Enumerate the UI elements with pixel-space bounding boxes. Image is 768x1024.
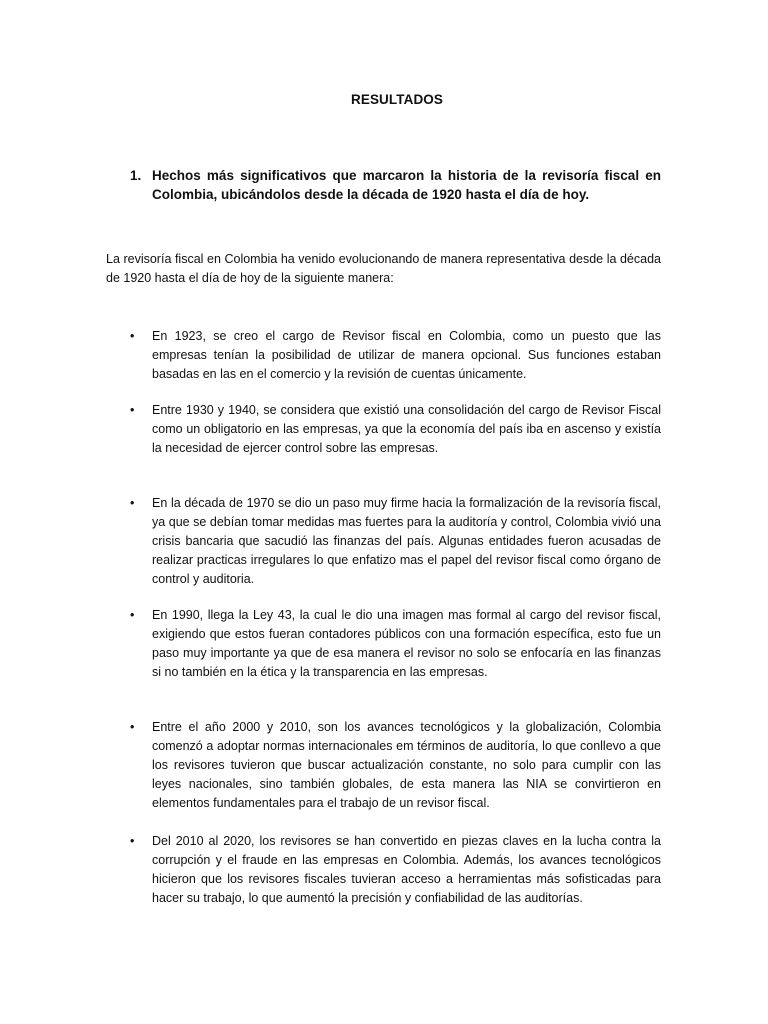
section-number: 1. — [130, 168, 142, 183]
bullet-item — [130, 832, 661, 908]
bullet-item — [130, 606, 661, 682]
bullet-text: En 1923, se creo el cargo de Revisor fiscal en Colombia, como un puesto que las empresas tenían la posibilidad de utilizar de manera opcional. Sus funciones estaban basadas en las en el comercio y la revisión de cuentas únicamente. — [152, 329, 661, 381]
bullet-item — [130, 718, 661, 813]
bullet-text: Entre el año 2000 y 2010, son los avances tecnológicos y la globalización, Colombia comenzó a adoptar normas internacionales em términos de auditoría, lo que conllevo a que los revisores tuvieron que buscar actualización constante, no solo para cumplir con las leyes nacionales, sino también globales, de esta manera las NIA se convirtieron en elementos fundamentales para el trabajo de un revisor fiscal. — [152, 720, 661, 810]
bullet-icon: • — [130, 403, 135, 417]
intro-paragraph: La revisoría fiscal en Colombia ha venido evolucionando de manera representativa desde la década de 1920 hasta el día de hoy de la siguiente manera: — [106, 252, 661, 285]
bullet-text: Del 2010 al 2020, los revisores se han convertido en piezas claves en la lucha contra la corrupción y el fraude en las empresas en Colombia. Además, los avances tecnológicos hicieron que los revisores fiscales tuvieran acceso a herramientas más sofisticadas para hacer su trabajo, lo que aumentó la precisión y confiabilidad de las auditorías. — [152, 834, 661, 905]
bullet-icon: • — [130, 834, 135, 848]
bullet-icon: • — [130, 608, 135, 622]
document-title: RESULTADOS — [351, 92, 443, 107]
bullet-item — [130, 327, 661, 384]
bullet-text: En 1990, llega la Ley 43, la cual le dio una imagen mas formal al cargo del revisor fiscal, exigiendo que estos fueran contadores públicos con una formación específica, esto fue un paso muy importante ya que de esa manera el revisor no solo se enfocaría en las finanzas si no también en la ética y la transparencia en las empresas. — [152, 608, 661, 679]
bullet-item — [130, 494, 661, 589]
bullet-text: Entre 1930 y 1940, se considera que existió una consolidación del cargo de Revisor Fiscal como un obligatorio en las empresas, ya que la economía del país iba en ascenso y existía la necesidad de ejercer control sobre las empresas. — [152, 403, 661, 455]
bullet-text: En la década de 1970 se dio un paso muy firme hacia la formalización de la revisoría fiscal, ya que se debían tomar medidas mas fuertes para la auditoría y control, Colombia vivió una crisis bancaria que sacudió las finanzas del país. Algunas entidades fueron acusadas de realizar practicas irregulares lo que enfatizo mas el papel del revisor fiscal como órgano de control y auditoria. — [152, 496, 661, 586]
bullet-item — [130, 401, 661, 458]
bullet-icon: • — [130, 329, 135, 343]
section-heading-text: Hechos más significativos que marcaron la historia de la revisoría fiscal en Colombia, ubicándolos desde la década de 1920 hasta el día de hoy. — [152, 168, 661, 202]
bullet-icon: • — [130, 720, 135, 734]
section-heading — [130, 166, 661, 204]
bullet-icon: • — [130, 496, 135, 510]
